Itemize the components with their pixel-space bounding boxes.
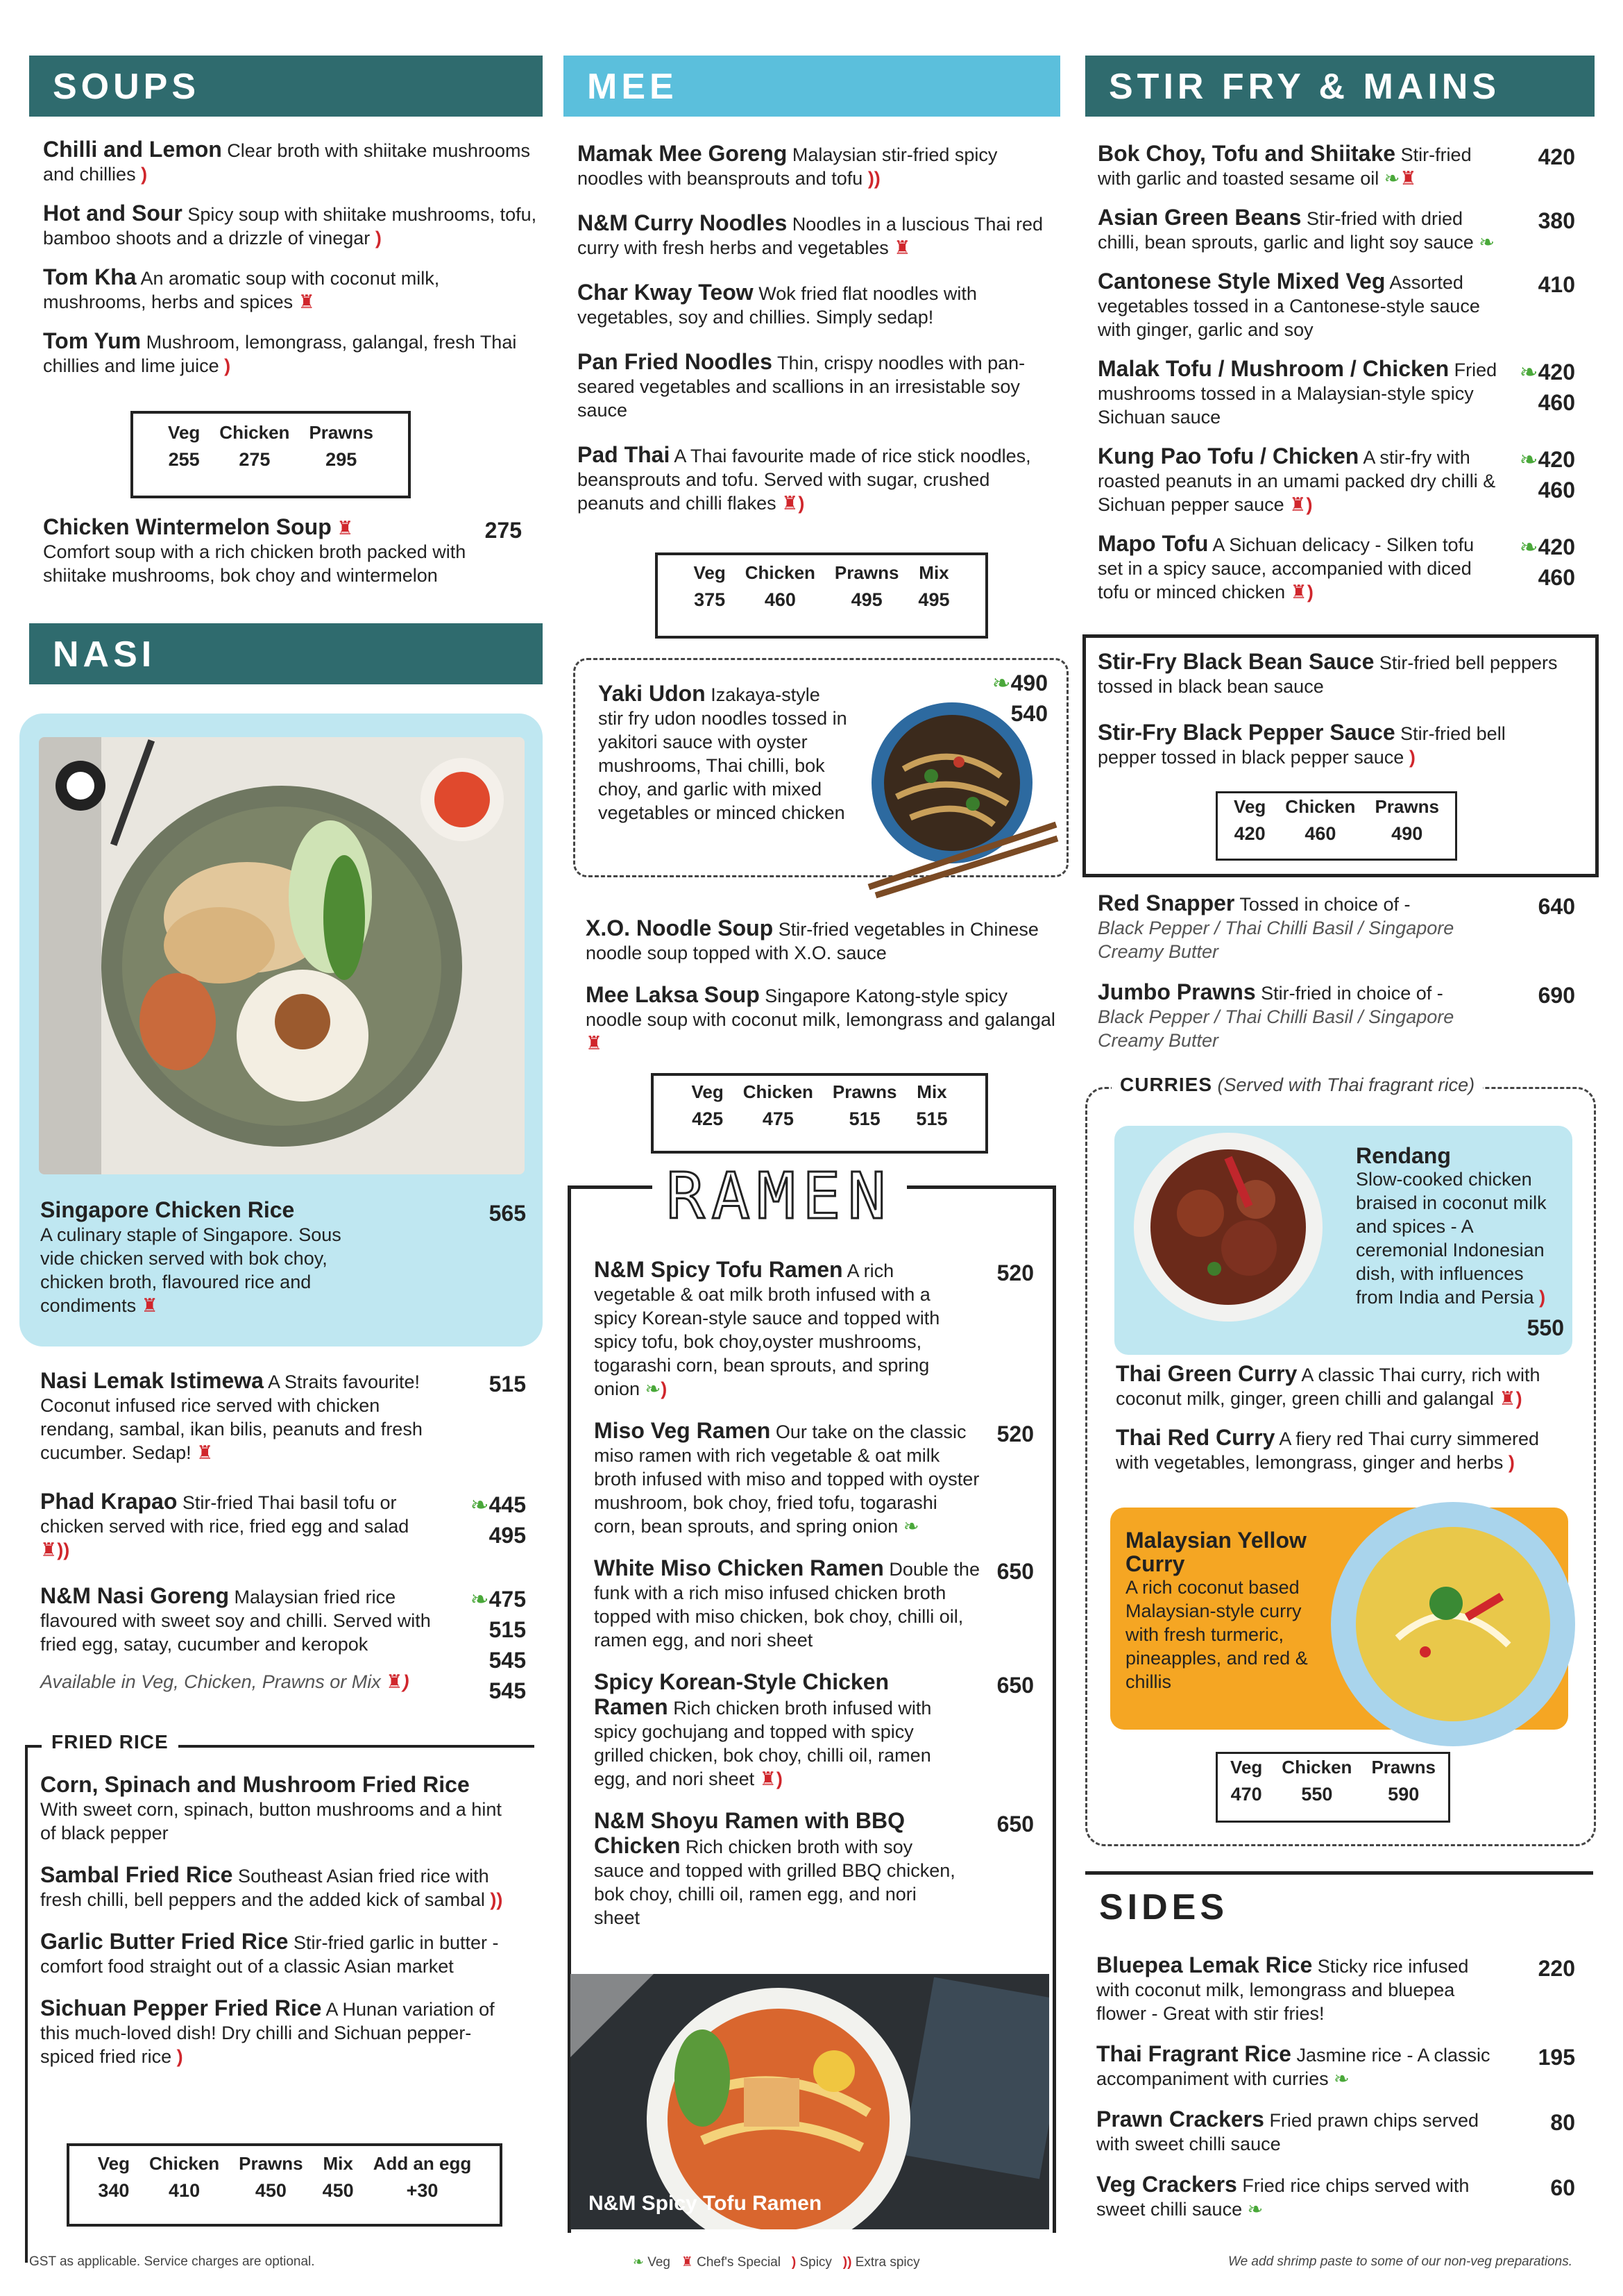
menu-item: ❧420 460 Mapo Tofu A Sichuan delicacy - Silken tofu set in a spicy sauce, accompanied with diced tofu or minced chicken ♜) [1098,531,1575,602]
menu-item: 650 White Miso Chicken Ramen Double the funk with a rich miso infused chicken broth topped with miso chicken, bok choy, chilli oil, ramen egg, and nori sheet [594,1555,1034,1651]
veg-leaf-icon: ❧ [645,1378,661,1399]
malaysian-yellow-curry: Malaysian Yellow Curry A rich coconut based Malaysian-style curry with fresh turmeric, pineapples, and red & chillis [1125,1528,1308,1692]
veg-leaf-icon: ❧ [992,670,1011,695]
black-sauce-price-grid: Veg Chicken Prawns 420 460 490 [1216,791,1457,861]
rendang: Rendang Slow-cooked chicken braised in coconut milk and spices - A ceremonial Indonesian dish, with influences from India and Persia ) 550 [1356,1143,1564,1340]
mee-list [577,142,1049,530]
menu-item: Tom Kha An aromatic soup with coconut milk, mushrooms, herbs and spices ♜ [43,264,440,312]
spicy-icon: ) [1515,1388,1522,1409]
extra-spicy-icon: )) [490,1889,503,1910]
chef-special-icon: ♜ [298,292,315,312]
spicy-icon: ) [776,1769,783,1789]
ramen-title: RAMEN [652,1159,907,1233]
curries-title: CURRIES (Served with Thai fragrant rice) [1112,1073,1483,1097]
menu-item: Tom Yum Mushroom, lemongrass, galangal, fresh Thai chillies and lime juice ) [43,328,517,376]
fried-rice-list [40,1773,519,2084]
veg-leaf-icon: ❧ [1519,534,1538,559]
menu-item: Pan Fried Noodles Thin, crispy noodles with pan-seared vegetables and scallions in an irresistable soy sauce [577,349,1026,421]
nm-nasi-goreng: ❧475 515 545 545 N&M Nasi Goreng Malaysian fried rice flavoured with sweet soy and chilli. Served with fried egg, satay, cucumber and keropok Available in Veg, Chicken, Prawns or Mix ♜) [40,1583,526,1703]
menu-item: Corn, Spinach and Mushroom Fried Rice With sweet corn, spinach, button mushrooms and a hint of black pepper [40,1772,502,1843]
spicy-icon: ) [791,2255,797,2270]
chef-special-icon: ♜ [894,237,911,258]
menu-item: 650 Spicy Korean-Style Chicken Ramen Rich chicken broth infused with spicy gochujang and topped with spicy grilled chicken, bok choy, chilli oil, ramen egg, and nori sheet ♜) [594,1669,1034,1789]
menu-item: Hot and Sour Spicy soup with shiitake mushrooms, tofu, bamboo shoots and a drizzle of vinegar ) [43,201,537,248]
singapore-chicken-rice: Singapore Chicken Rice 565 A culinary staple of Singapore. Sous vide chicken served with bok choy, chicken broth, flavoured rice and condiments ♜ [40,1197,526,1316]
chef-special-icon: ♜ [337,518,354,539]
ramen-photo [570,1974,1049,2229]
chef-special-icon: ♜ [781,493,799,514]
chef-special-icon: ♜ [1499,1388,1516,1409]
chef-special-icon: ♜ [386,1671,403,1692]
curries-price-grid: Veg Chicken Prawns 470 550 590 [1216,1752,1450,1823]
menu-item: Stir-Fry Black Bean Sauce Stir-fried bell peppers tossed in black bean sauce [1098,649,1558,697]
veg-leaf-icon: ❧ [1247,2199,1264,2220]
menu-item: Mamak Mee Goreng Malaysian stir-fried spicy noodles with beansprouts and tofu )) [577,141,998,189]
soups-price-grid: Veg Chicken Prawns 255 275 295 [130,411,411,498]
chef-special-icon: ♜ [141,1295,158,1316]
fried-rice-title: FRIED RICE [42,1731,178,1753]
menu-item: 640 Red Snapper Tossed in choice of - Black Pepper / Thai Chilli Basil / Singapore Creamy Butter [1098,890,1575,962]
veg-leaf-icon: ❧ [470,1492,489,1517]
chef-special-icon: ♜ [681,2255,693,2270]
black-sauce-list [1098,650,1577,784]
menu-item: N&M Curry Noodles Noodles in a luscious Thai red curry with fresh herbs and vegetables ♜ [577,210,1043,258]
menu-item: Thai Green Curry A classic Thai curry, rich with coconut milk, ginger, green chilli and galangal ♜) [1116,1361,1540,1409]
chef-special-icon: ♜ [196,1442,214,1463]
spicy-icon: ) [1508,1452,1515,1473]
menu-item: 690 Jumbo Prawns Stir-fried in choice of - Black Pepper / Thai Chilli Basil / Singapore Creamy Butter [1098,979,1575,1051]
chef-special-icon: ♜ [1400,168,1417,189]
menu-item: 410 Cantonese Style Mixed Veg Assorted vegetables tossed in a Cantonese-style sauce with ginger, garlic and soy [1098,269,1575,340]
veg-leaf-icon: ❧ [1384,168,1400,189]
ramen-list [594,1258,1034,1945]
menu-item: Sichuan Pepper Fried Rice A Hunan variation of this much-loved dish! Dry chilli and Sichuan pepper-spiced fried rice ) [40,1995,495,2067]
menu-item: Pad Thai A Thai favourite made of rice stick noodles, beansprouts and tofu. Served with sugar, crushed peanuts and chilli flakes ♜) [577,442,1031,514]
menu-item: ❧420 460 Kung Pao Tofu / Chicken A stir-fry with roasted peanuts in an umami packed dry chilli & Sichuan pepper sauce ♜) [1098,444,1575,515]
menu-item: 520 N&M Spicy Tofu Ramen A rich vegetable & oat milk broth infused with a spicy Korean-style sauce and topped with spicy tofu, bok choy,oyster mushrooms, togarashi corn, bean sprouts, and spring onion ❧) [594,1257,1034,1399]
ramen-photo-caption: N&M Spicy Tofu Ramen [588,2192,822,2215]
extra-spicy-icon: )) [57,1539,70,1560]
menu-item: 650 N&M Shoyu Ramen with BBQ Chicken Rich chicken broth with soy sauce and topped with grilled BBQ chicken, bok choy, chilli oil, ramen egg, and nori sheet [594,1808,1034,1928]
stirfry-header: STIR FRY & MAINS [1085,56,1595,117]
sides-rule [1085,1871,1593,1875]
shrimp-note: We add shrimp paste to some of our non-veg preparations. [1228,2254,1573,2269]
menu-item: Stir-Fry Black Pepper Sauce Stir-fried bell pepper tossed in black pepper sauce ) [1098,720,1506,768]
chef-special-icon: ♜ [759,1769,776,1789]
nasi-header: NASI [29,623,543,684]
spicy-icon: ) [1539,1287,1546,1308]
stirfry-list [1098,142,1575,619]
sides-header: SIDES [1099,1887,1229,1927]
veg-leaf-icon: ❧ [470,1587,489,1612]
menu-item: Garlic Butter Fried Rice Stir-fried garlic in butter - comfort food straight out of a classic Asian market [40,1929,499,1977]
sides-list [1096,1953,1575,2236]
spicy-icon: ) [375,228,382,248]
thai-curries [1116,1362,1574,1489]
spicy-icon: ) [1306,494,1313,515]
extra-spicy-icon: )) [842,2255,852,2270]
legend: ❧ Veg ♜ Chef's Special ) Spicy )) Extra spicy [633,2255,920,2270]
veg-leaf-icon: ❧ [1519,360,1538,385]
chef-special-icon: ♜ [40,1539,58,1560]
soups-header: SOUPS [29,56,543,117]
seafood-list [1098,891,1575,1067]
rendang-photo [1110,1130,1346,1324]
menu-item: X.O. Noodle Soup Stir-fried vegetables in Chinese noodle soup topped with X.O. sauce [586,915,1039,963]
menu-item: 420 Bok Choy, Tofu and Shiitake Stir-fried with garlic and toasted sesame oil ❧♜ [1098,141,1575,189]
menu-item: 520 Miso Veg Ramen Our take on the classic miso ramen with rich vegetable & oat milk broth infused with miso and topped with oyster mushroom, bok choy, fried tofu, togarashi corn, bean sprouts, and spring onion ❧ [594,1418,1034,1537]
mee-header: MEE [563,56,1060,117]
yaki-udon-prices: ❧490 540 [992,670,1048,726]
veg-leaf-icon: ❧ [1519,447,1538,472]
gst-note: GST as applicable. Service charges are optional. [29,2254,315,2269]
wintermelon-soup: Chicken Wintermelon Soup ♜ 275 Comfort soup with a rich chicken broth packed with shiitake mushrooms, bok choy and wintermelon [43,514,522,586]
extra-spicy-icon: )) [867,168,881,189]
chef-special-icon: ♜ [586,1033,603,1054]
spicy-icon: ) [141,164,148,185]
menu-item: 80 Prawn Crackers Fried prawn chips served with sweet chilli sauce [1096,2107,1575,2154]
menu-item: Mee Laksa Soup Singapore Katong-style spicy noodle soup with coconut milk, lemongrass and galangal ♜ [586,982,1055,1054]
spicy-icon: ) [224,355,231,376]
yellow-curry-photo [1321,1492,1585,1756]
menu-item: ❧420 460 Malak Tofu / Mushroom / Chicken Fried mushrooms tossed in a Malaysian-style spicy Sichuan sauce [1098,356,1575,428]
menu-item: 60 Veg Crackers Fried rice chips served with sweet chilli sauce ❧ [1096,2172,1575,2220]
menu-item: Char Kway Teow Wok fried flat noodles with vegetables, soy and chillies. Simply sedap! [577,280,977,328]
chef-special-icon: ♜ [1290,582,1307,602]
menu-item: 220 Bluepea Lemak Rice Sticky rice infused with coconut milk, lemongrass and bluepea flower - Great with stir fries! [1096,1952,1575,2024]
yaki-udon-photo [855,700,1063,901]
fried-rice-price-grid: Veg Chicken Prawns Mix Add an egg 340 410 450 450 +30 [67,2143,502,2227]
chef-special-icon: ♜ [1289,494,1307,515]
veg-leaf-icon: ❧ [633,2255,644,2270]
yaki-udon: Yaki Udon Izakaya-style stir fry udon noodles tossed in yakitori sauce with oyster mushrooms, Thai chilli, bok choy, and garlic with mixed vegetables or minced chicken [598,681,847,823]
menu-item: Thai Red Curry A fiery red Thai curry simmered with vegetables, lemongrass, ginger and herbs ) [1116,1425,1540,1473]
mee-soups [586,916,1057,1070]
menu-item: 380 Asian Green Beans Stir-fried with dried chilli, bean sprouts, garlic and light soy sauce ❧ [1098,205,1575,253]
spicy-icon: ) [798,493,805,514]
soups-column [29,56,543,393]
menu-item: Chilli and Lemon Clear broth with shiitake mushrooms and chillies ) [43,137,530,185]
spicy-icon: ) [176,2046,183,2067]
veg-leaf-icon: ❧ [1479,232,1495,253]
spicy-icon: ) [1307,582,1314,602]
spicy-icon: ) [1409,747,1416,768]
phad-krapao: ❧445 495 Phad Krapao Stir-fried Thai basil tofu or chicken served with rice, fried egg and salad ♜)) [40,1489,526,1560]
veg-leaf-icon: ❧ [903,1516,919,1537]
menu-item: Sambal Fried Rice Southeast Asian fried rice with fresh chilli, bell peppers and the added kick of sambal )) [40,1862,503,1910]
spicy-icon: ) [402,1671,409,1692]
nasi-lemak-istimewa: 515 Nasi Lemak Istimewa A Straits favourite! Coconut infused rice served with chicken rendang, sambal, ikan bilis, peanuts and fresh cucumber. Sedap! ♜ [40,1368,526,1463]
mee-soup-price-grid: Veg Chicken Prawns Mix 425 475 515 515 [651,1073,988,1154]
veg-leaf-icon: ❧ [1334,2068,1350,2089]
chicken-rice-photo [39,737,525,1174]
spicy-icon: ) [661,1378,668,1399]
menu-item: 195 Thai Fragrant Rice Jasmine rice - A classic accompaniment with curries ❧ [1096,2041,1575,2089]
mee-price-grid: Veg Chicken Prawns Mix 375 460 495 495 [655,552,988,639]
